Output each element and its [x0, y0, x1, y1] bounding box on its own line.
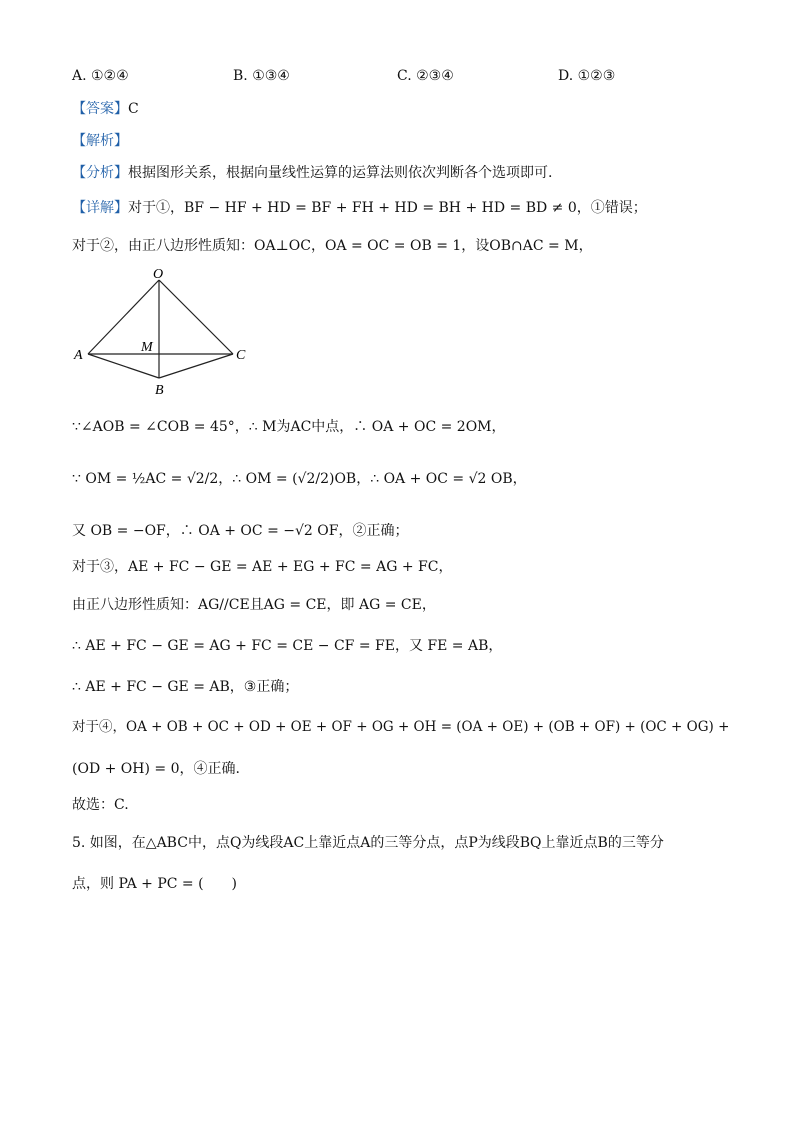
detail-line-9: ∴ AE + FC − GE = AB，③正确；: [72, 679, 299, 695]
answer-line: [72, 100, 139, 118]
analysis-line: [72, 132, 128, 150]
detail-line-8: ∴ AE + FC − GE = AG + FC = CE − CF = FE，又 FE = AB，: [72, 638, 503, 654]
answer-tag: 【答案】: [72, 101, 128, 117]
detail-line-5: 又 OB = −OF，∴ OA + OC = −√2 OF，②正确；: [72, 523, 409, 539]
choice-line: 故选：C.: [72, 797, 129, 813]
fenxi-tag: 【分析】: [72, 165, 128, 181]
detail-line-6: 对于③，AE + FC − GE = AE + EG + FC = AG + FC，: [72, 559, 453, 575]
option-d: D. ①②③: [558, 68, 616, 84]
detail-line-11: (OD + OH) = 0，④正确.: [72, 761, 240, 777]
detail-line-4: ∵ OM = ½AC = √2/2，∴ OM = (√2/2)OB，∴ OA + OC = √2 OB，: [72, 471, 527, 487]
segment-oc: [159, 280, 233, 354]
segment-ab: [88, 354, 159, 378]
segment-cb: [159, 354, 233, 378]
label-o: O: [153, 267, 164, 282]
answer-value: C: [128, 101, 139, 117]
option-b: B. ①③④: [233, 68, 290, 84]
octagon-triangle-diagram: [70, 262, 260, 402]
detail-line-10: 对于④，OA + OB + OC + OD + OE + OF + OG + OH = (OA + OE) + (OB + OF) + (OC + OG) +: [72, 719, 730, 735]
detail-line-7: 由正八边形性质知：AG//CE且AG = CE，即 AG = CE，: [72, 597, 436, 613]
option-c: C. ②③④: [397, 68, 454, 84]
fenxi-text: 根据图形关系，根据向量线性运算的运算法则依次判断各个选项即可.: [128, 165, 553, 181]
label-b: B: [155, 383, 164, 398]
fenxi-line: [72, 164, 552, 182]
question-5-line-2: 点，则 PA + PC = ( ): [72, 876, 238, 892]
detail-line-1: [72, 199, 647, 217]
detail-text-1: 对于①，BF − HF + HD = BF + FH + HD = BH + HD = BD ≠ 0，①错误；: [128, 200, 647, 216]
detail-tag: 【详解】: [72, 200, 128, 216]
label-a: A: [74, 348, 83, 363]
label-m: M: [141, 340, 153, 355]
detail-line-2: 对于②，由正八边形性质知：OA⊥OC，OA = OC = OB = 1，设OB∩AC = M，: [72, 238, 593, 254]
label-c: C: [236, 348, 246, 363]
analysis-tag: 【解析】: [72, 133, 128, 149]
question-5-line-1: 5. 如图，在△ABC中，点Q为线段AC上靠近点A的三等分点，点P为线段BQ上靠近点B的三等分: [72, 835, 664, 851]
detail-line-3: ∵∠AOB = ∠COB = 45°，∴ M为AC中点，∴ OA + OC = 2OM，: [72, 419, 506, 435]
option-a: A. ①②④: [72, 68, 129, 84]
